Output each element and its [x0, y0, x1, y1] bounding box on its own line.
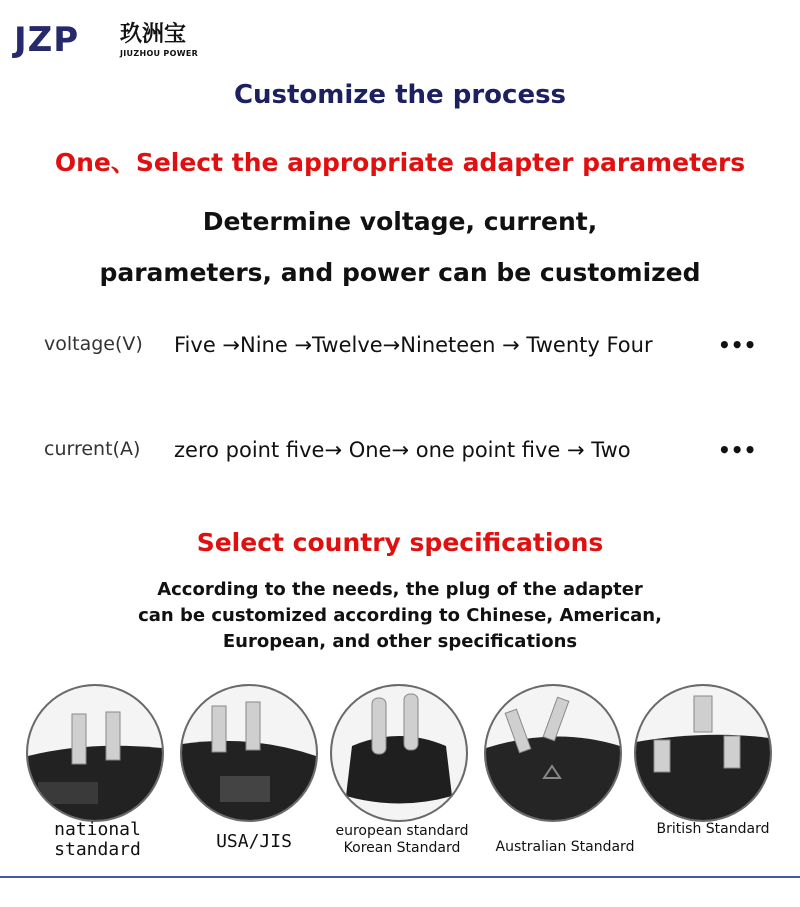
usa-plug-caption [192, 832, 316, 852]
current-more: ••• [718, 438, 757, 462]
step-title: One、Select the appropriate adapter parameters [54, 148, 746, 177]
usa-caption-line-1: USA/JIS [216, 831, 292, 852]
voltage-more: ••• [718, 333, 757, 357]
voltage-label: voltage(V) [44, 333, 143, 355]
eu-plug-icon [330, 684, 468, 822]
au-caption-line-1: Australian Standard [495, 839, 635, 855]
china-caption-line-2: standard [54, 839, 141, 860]
china-plug-caption [40, 820, 155, 860]
country-desc-line-3: European, and other specifications [222, 631, 578, 652]
logo-english-name: JIUZHOU POWER [120, 49, 199, 58]
bottom-divider [0, 876, 800, 878]
eu-caption-line-1: european standard [335, 823, 469, 839]
determine-line-2: parameters, and power can be customized [99, 258, 701, 287]
logo-mark-text: JZP [14, 20, 80, 60]
current-values: zero point five→ One→ one point five → Two [174, 438, 631, 462]
page-title: Customize the process [233, 80, 567, 110]
logo-chinese-name: 玖洲宝 [120, 22, 187, 47]
current-label: current(A) [44, 438, 141, 460]
au-plug-icon [484, 684, 622, 822]
eu-plug-caption [326, 823, 478, 857]
uk-plug-icon [634, 684, 772, 822]
voltage-values: Five →Nine →Twelve→Nineteen → Twenty Four [174, 333, 653, 357]
china-caption-line-1: national [54, 819, 141, 840]
country-desc-line-2: can be customized according to Chinese, American, [138, 605, 662, 626]
country-desc-line-1: According to the needs, the plug of the adapter [157, 579, 643, 600]
logo-mark [14, 22, 79, 58]
eu-caption-line-2: Korean Standard [343, 840, 461, 856]
determine-line-1: Determine voltage, current, [202, 207, 598, 236]
brand-logo [14, 22, 214, 62]
uk-caption-line-1: British Standard [656, 821, 770, 837]
uk-plug-caption [648, 821, 778, 838]
country-title: Select country specifications [196, 528, 604, 557]
au-plug-caption [490, 839, 640, 856]
china-plug-icon [26, 684, 164, 822]
usa-plug-icon [180, 684, 318, 822]
